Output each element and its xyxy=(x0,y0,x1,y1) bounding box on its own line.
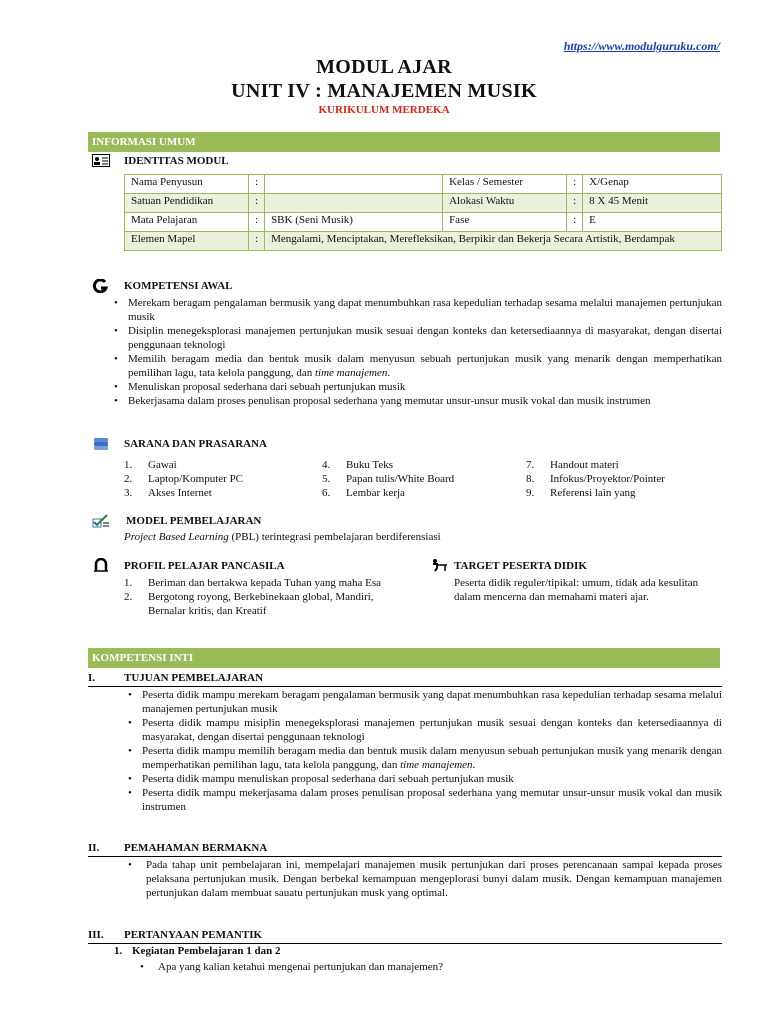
list-item-text: Infokus/Proyektor/Pointer xyxy=(550,473,665,485)
page-title: MODUL AJAR xyxy=(316,56,452,78)
list-number: 4. xyxy=(322,459,331,471)
table-cell: Mengalami, Menciptakan, Merefleksikan, Berpikir dan Bekerja Secara Artistik, Berdampak xyxy=(265,232,722,251)
model-heading: MODEL PEMBELAJARAN xyxy=(126,515,262,527)
list-number: 7. xyxy=(526,459,535,471)
table-cell xyxy=(265,194,443,213)
list-number: 1. xyxy=(124,577,133,589)
unit-title: UNIT IV : MANAJEMEN MUSIK xyxy=(231,80,537,102)
pemahaman-list xyxy=(128,858,722,900)
list-item xyxy=(124,486,314,500)
list-item: • Apa yang kalian ketahui mengenai pertunjukan dan manajemen? xyxy=(140,960,720,974)
divider xyxy=(88,943,722,944)
list-number: 5. xyxy=(322,473,331,485)
kompetensi-awal-heading: KOMPETENSI AWAL xyxy=(124,280,233,292)
list-item-text: Memilih beragam media dan bentuk musik dalam menyusun sebuah pertunjukan musik yang menarik dengan memperhatikan pemilihan lagu, tata kelola panggung, dan xyxy=(128,353,722,379)
list-item: • Disiplin menegeksplorasi manajemen pertunjukan musik sesuai dengan konteks dan ketersediaannya di masyarakat, dengan disertai penggunaan teknologi xyxy=(114,324,722,352)
list-item xyxy=(526,472,722,486)
table-cell: Mata Pelajaran xyxy=(125,213,249,232)
table-cell: X/Genap xyxy=(583,175,722,194)
roman-numeral: III. xyxy=(88,929,104,941)
list-number: 2. xyxy=(124,591,133,603)
list-item: • Pada tahap unit pembelajaran ini, mempelajari manajemen musik pertunjukan dari proses perencanaan sampai kepada proses pelaksana pertunjukan musik. Dengan berbekal kemampuan mengeplorasi bunyi dalam musik. Dengan kemampuan manajemen pertunjukan dalam membuat sauatu pertunjukan musk yang optimal. xyxy=(128,858,722,900)
table-cell: Satuan Pendidikan xyxy=(125,194,249,213)
table-cell: : xyxy=(567,175,583,194)
sarana-heading: SARANA DAN PRASARANA xyxy=(124,438,268,450)
list-item-text: Buku Teks xyxy=(346,459,394,471)
pertanyaan-heading: PERTANYAAN PEMANTIK xyxy=(124,929,263,941)
table-cell: : xyxy=(249,213,265,232)
punctuation: . xyxy=(472,759,476,771)
curriculum-subtitle: KURIKULUM MERDEKA xyxy=(318,104,450,116)
list-item xyxy=(124,472,314,486)
list-item: • Peserta didik mampu mekerjasama dalam proses penulisan proposal sederhana yang memutar unsur-unsur musik vokal dan musik instrumen xyxy=(128,786,722,814)
profil-heading: PROFIL PELAJAR PANCASILA xyxy=(124,560,285,572)
list-item xyxy=(128,744,722,772)
list-item-text: Bergotong royong, Berkebinekaan global, Mandiri, Bernalar kritis, dan Kreatif xyxy=(148,591,374,617)
arch-icon xyxy=(92,558,110,572)
table-cell: : xyxy=(249,194,265,213)
model-text xyxy=(124,530,724,544)
list-item xyxy=(124,576,394,590)
punctuation: . xyxy=(387,367,391,379)
list-item-text: Lembar kerja xyxy=(346,487,405,499)
list-item-text: Laptop/Komputer PC xyxy=(148,473,244,485)
table-cell: : xyxy=(249,175,265,194)
stack-icon xyxy=(92,437,110,451)
identitas-table xyxy=(124,174,722,251)
list-number: 6. xyxy=(322,487,331,499)
student-desk-icon xyxy=(430,558,448,572)
list-item-text: Gawai xyxy=(148,459,177,471)
list-number: 3. xyxy=(124,487,133,499)
table-cell: Fase xyxy=(443,213,567,232)
profil-list xyxy=(124,576,394,618)
divider xyxy=(88,856,722,857)
table-cell: : xyxy=(567,213,583,232)
list-item xyxy=(526,486,722,500)
list-item xyxy=(124,458,314,472)
list-number: 8. xyxy=(526,473,535,485)
list-item xyxy=(114,352,722,380)
checklist-icon xyxy=(92,514,110,528)
table-cell: Alokasi Waktu xyxy=(443,194,567,213)
italic-term: time manajemen xyxy=(400,759,473,771)
list-item: • Bekerjasama dalam proses penulisan proposal sederhana yang memutar unsur-unsur musik vokal dan musik instrumen xyxy=(114,394,722,408)
sarana-col-1 xyxy=(124,458,314,500)
section-bar-informasi-umum: INFORMASI UMUM xyxy=(88,132,720,152)
tujuan-heading: TUJUAN PEMBELAJARAN xyxy=(124,672,264,684)
table-cell: SBK (Seni Musik) xyxy=(265,213,443,232)
table-cell: Nama Penyusun xyxy=(125,175,249,194)
sub-number: 1. xyxy=(114,945,123,957)
table-cell: : xyxy=(567,194,583,213)
model-italic-term: Project Based Learning xyxy=(124,531,229,543)
table-cell: 8 X 45 Menit xyxy=(583,194,722,213)
list-item: • Peserta didik mampu menuliskan proposal sederhana dari sebuah pertunjukan musik xyxy=(128,772,722,786)
list-item-text: Handout materi xyxy=(550,459,619,471)
roman-numeral: I. xyxy=(88,672,96,684)
list-item: • Menuliskan proposal sederhana dari sebuah pertunjukan musik xyxy=(114,380,722,394)
identitas-heading: IDENTITAS MODUL xyxy=(124,155,229,167)
g-logo-icon xyxy=(92,279,110,293)
table-cell: : xyxy=(249,232,265,251)
list-item: • Merekam beragam pengalaman bermusik yang dapat menumbuhkan rasa kepedulian terhadap sesama melalui manajemen pertunjukan musik xyxy=(114,296,722,324)
model-rest: (PBL) terintegrasi pembelajaran berdiferensiasi xyxy=(228,531,441,543)
table-row xyxy=(125,232,722,251)
table-cell: E xyxy=(583,213,722,232)
target-heading: TARGET PESERTA DIDIK xyxy=(454,560,587,572)
list-item xyxy=(322,458,522,472)
table-row xyxy=(125,194,722,213)
source-link[interactable]: https://www.modulguruku.com/ xyxy=(563,39,720,53)
pertanyaan-list xyxy=(140,960,720,974)
list-number: 1. xyxy=(124,459,133,471)
kompetensi-awal-list xyxy=(114,296,722,408)
list-item xyxy=(322,486,522,500)
list-item-text: Papan tulis/White Board xyxy=(346,473,455,485)
table-row xyxy=(125,213,722,232)
pemahaman-heading: PEMAHAMAN BERMAKNA xyxy=(124,842,268,854)
section-bar-kompetensi-inti: KOMPETENSI INTI xyxy=(88,648,720,668)
list-item-text: Beriman dan bertakwa kepada Tuhan yang maha Esa xyxy=(148,577,382,589)
list-item: • Peserta didik mampu merekam beragam pengalaman bermusik yang dapat menumbuhkan rasa kepedulian terhadap sesama melalui manajemen pertunjukan musik xyxy=(128,688,722,716)
target-text: Peserta didik reguler/tipikal: umum, tidak ada kesulitan dalam mencerna dan memahami materi ajar. xyxy=(454,577,699,603)
table-cell: Elemen Mapel xyxy=(125,232,249,251)
table-cell: Kelas / Semester xyxy=(443,175,567,194)
list-item-text: Peserta didik mampu memilih beragam media dan bentuk musik dalam menyusun sebuah pertunjukan musik yang menarik dengan memperhatikan pemilihan lagu, tata kelola panggung, dan xyxy=(142,745,722,771)
table-row xyxy=(125,175,722,194)
list-item-text: Referensi lain yang xyxy=(550,487,636,499)
list-item xyxy=(526,458,722,472)
divider xyxy=(88,686,722,687)
sarana-col-2 xyxy=(322,458,522,500)
list-number: 9. xyxy=(526,487,535,499)
kegiatan-heading: Kegiatan Pembelajaran 1 dan 2 xyxy=(132,945,281,957)
list-item xyxy=(322,472,522,486)
list-item xyxy=(124,590,394,618)
italic-term: time manajemen xyxy=(314,367,388,379)
sarana-col-3 xyxy=(526,458,722,500)
roman-numeral: II. xyxy=(88,842,100,854)
list-item-text: Akses Internet xyxy=(148,487,212,499)
id-card-icon xyxy=(92,154,110,168)
tujuan-list xyxy=(128,688,722,814)
list-number: 2. xyxy=(124,473,133,485)
list-item: • Peserta didik mampu misiplin menegeksplorasi manajemen pertunjukan musik sesuai dengan konteks dan ketersediaannya di masyarakat, dengan disertai penggunaan teknologi xyxy=(128,716,722,744)
table-cell xyxy=(265,175,443,194)
